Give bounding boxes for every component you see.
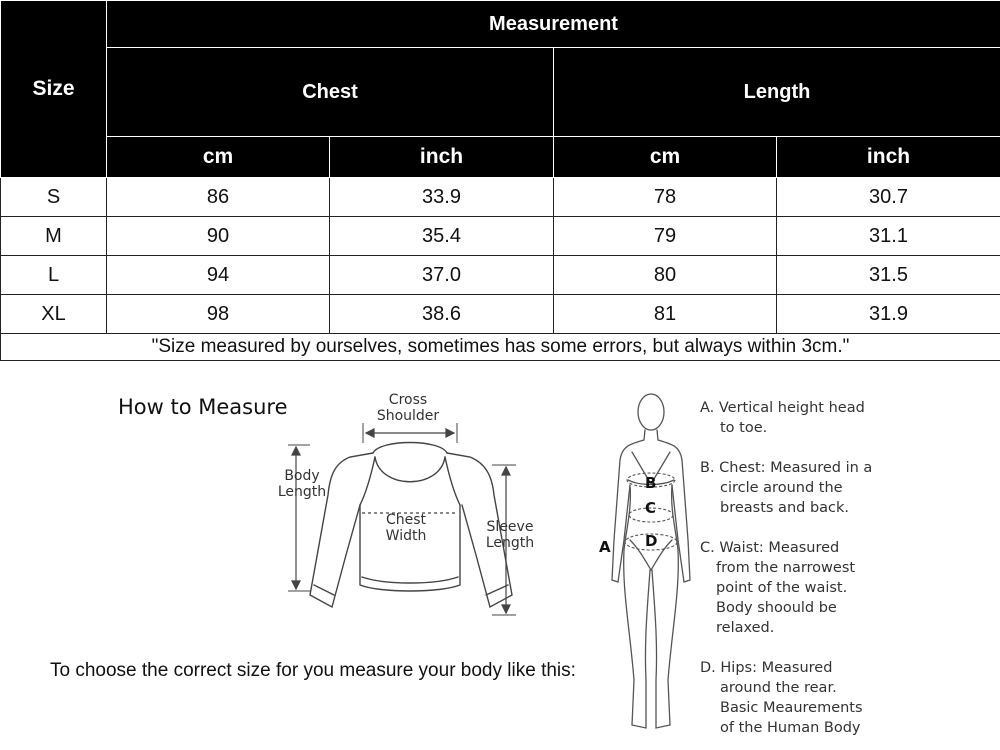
chest-inch-cell: 37.0 [330, 256, 554, 295]
marker-a: A [599, 538, 611, 556]
note-c: C. Waist: Measured from the narrowest point of the waist. Body shoould be relaxed. [700, 540, 856, 636]
body-length-label: Body Length [277, 468, 327, 500]
length-header: Length [554, 48, 1000, 137]
unit-length-inch: inch [777, 137, 1000, 178]
unit-chest-inch: inch [330, 137, 554, 178]
sweater-diagram [270, 395, 550, 625]
length-inch-cell: 30.7 [777, 178, 1000, 217]
how-to-measure-title: How to Measure [118, 395, 288, 419]
table-row [1, 295, 1000, 334]
table-note: "Size measured by ourselves, sometimes has some errors, but always within 3cm." [1, 334, 1000, 361]
marker-b: B [645, 474, 657, 492]
length-cm-cell: 80 [554, 256, 777, 295]
chest-inch-cell: 33.9 [330, 178, 554, 217]
chest-cm-cell: 86 [107, 178, 330, 217]
measurement-header: Measurement [107, 1, 1000, 48]
table-row [1, 178, 1000, 217]
chest-width-label: Chest Width [385, 512, 427, 544]
cross-shoulder-label: Cross Shoulder [376, 392, 440, 424]
size-chart-table [0, 0, 1000, 361]
length-cm-cell: 79 [554, 217, 777, 256]
size-cell: XL [1, 295, 107, 334]
size-cell: L [1, 256, 107, 295]
marker-c: C [645, 499, 657, 517]
length-cm-cell: 78 [554, 178, 777, 217]
chest-cm-cell: 98 [107, 295, 330, 334]
sleeve-length-label: Sleeve Length [485, 519, 535, 551]
size-header: Size [1, 1, 107, 178]
chest-cm-cell: 94 [107, 256, 330, 295]
length-cm-cell: 81 [554, 295, 777, 334]
length-inch-cell: 31.5 [777, 256, 1000, 295]
human-body-figure [600, 390, 700, 745]
chest-inch-cell: 38.6 [330, 295, 554, 334]
table-row [1, 217, 1000, 256]
instruction-text: To choose the correct size for you measure your body like this: [50, 660, 576, 681]
note-a: A. Vertical height head to toe. [700, 400, 865, 436]
note-d: D. Hips: Measured around the rear. Basic Meaurements of the Human Body [700, 660, 863, 736]
chest-inch-cell: 35.4 [330, 217, 554, 256]
unit-length-cm: cm [554, 137, 777, 178]
table-row [1, 256, 1000, 295]
size-cell: S [1, 178, 107, 217]
unit-chest-cm: cm [107, 137, 330, 178]
size-cell: M [1, 217, 107, 256]
length-inch-cell: 31.9 [777, 295, 1000, 334]
chest-cm-cell: 90 [107, 217, 330, 256]
marker-d: D [645, 532, 658, 550]
chest-header: Chest [107, 48, 554, 137]
length-inch-cell: 31.1 [777, 217, 1000, 256]
note-b: B. Chest: Measured in a circle around the breasts and back. [700, 460, 873, 516]
